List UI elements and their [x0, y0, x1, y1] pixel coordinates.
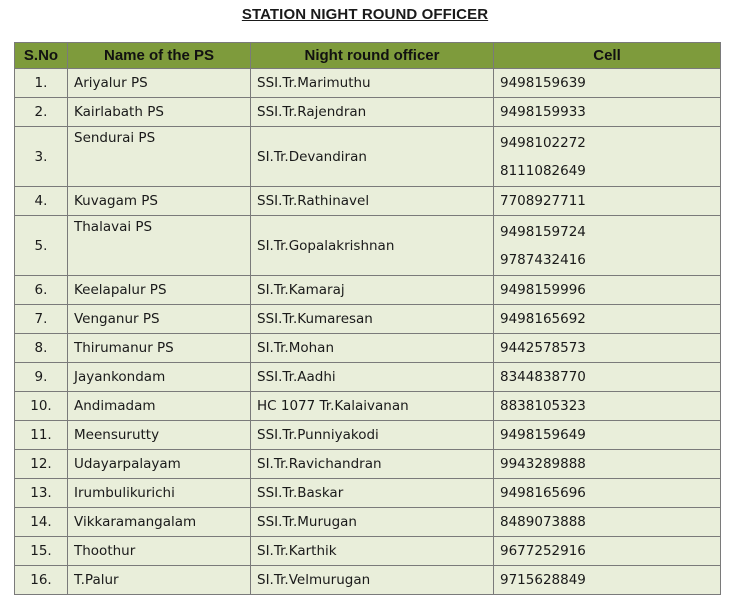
phone-number: 7708927711 — [500, 193, 586, 209]
table-row — [15, 537, 721, 566]
row-sno: 3. — [15, 127, 68, 187]
officer-table — [14, 42, 721, 595]
table-row — [15, 305, 721, 334]
row-station-name: Thalavai PS — [68, 216, 251, 276]
table-row — [15, 98, 721, 127]
table-row — [15, 566, 721, 595]
row-cell-numbers — [494, 479, 721, 508]
row-cell-numbers — [494, 69, 721, 98]
row-cell-numbers — [494, 187, 721, 216]
row-officer: SSI.Tr.Baskar — [251, 479, 494, 508]
table-row — [15, 276, 721, 305]
column-header-officer: Night round officer — [251, 43, 494, 69]
row-officer: HC 1077 Tr.Kalaivanan — [251, 392, 494, 421]
row-station-name: Thoothur — [68, 537, 251, 566]
table-row — [15, 450, 721, 479]
phone-number: 9498159724 — [500, 223, 586, 240]
row-sno: 4. — [15, 187, 68, 216]
table-row — [15, 392, 721, 421]
row-officer: SI.Tr.Mohan — [251, 334, 494, 363]
row-officer: SSI.Tr.Murugan — [251, 508, 494, 537]
row-station-name: Meensurutty — [68, 421, 251, 450]
row-cell-numbers — [494, 421, 721, 450]
row-cell-numbers — [494, 450, 721, 479]
table-header-row — [15, 43, 721, 69]
row-sno: 16. — [15, 566, 68, 595]
phone-number: 9498165692 — [500, 311, 586, 327]
row-officer: SSI.Tr.Rathinavel — [251, 187, 494, 216]
phone-number: 9677252916 — [500, 543, 586, 559]
table-row — [15, 421, 721, 450]
phone-number: 9715628849 — [500, 572, 586, 588]
column-header-cell: Cell — [494, 43, 721, 69]
row-officer: SI.Tr.Devandiran — [251, 127, 494, 187]
row-officer: SI.Tr.Gopalakrishnan — [251, 216, 494, 276]
row-officer: SI.Tr.Velmurugan — [251, 566, 494, 595]
table-row — [15, 479, 721, 508]
row-cell-numbers — [494, 508, 721, 537]
phone-number: 9498159639 — [500, 75, 586, 91]
row-officer: SI.Tr.Karthik — [251, 537, 494, 566]
row-station-name: Keelapalur PS — [68, 276, 251, 305]
table-row — [15, 363, 721, 392]
table-row — [15, 127, 721, 187]
row-station-name: Thirumanur PS — [68, 334, 251, 363]
phone-number: 9442578573 — [500, 340, 586, 356]
column-header-sno: S.No — [15, 43, 68, 69]
row-officer: SSI.Tr.Punniyakodi — [251, 421, 494, 450]
row-cell-numbers — [494, 216, 721, 276]
row-station-name: Kuvagam PS — [68, 187, 251, 216]
row-station-name: Irumbulikurichi — [68, 479, 251, 508]
row-cell-numbers — [494, 127, 721, 187]
row-sno: 8. — [15, 334, 68, 363]
row-station-name: Vikkaramangalam — [68, 508, 251, 537]
row-cell-numbers — [494, 363, 721, 392]
row-station-name: Jayankondam — [68, 363, 251, 392]
row-station-name: Andimadam — [68, 392, 251, 421]
row-sno: 10. — [15, 392, 68, 421]
row-station-name: Venganur PS — [68, 305, 251, 334]
row-station-name: Kairlabath PS — [68, 98, 251, 127]
table-row — [15, 334, 721, 363]
row-cell-numbers — [494, 305, 721, 334]
row-cell-numbers — [494, 98, 721, 127]
row-officer: SSI.Tr.Marimuthu — [251, 69, 494, 98]
phone-number: 9943289888 — [500, 456, 586, 472]
phone-number: 8838105323 — [500, 398, 586, 414]
table-row — [15, 508, 721, 537]
row-cell-numbers — [494, 566, 721, 595]
row-officer: SI.Tr.Kamaraj — [251, 276, 494, 305]
row-sno: 15. — [15, 537, 68, 566]
row-cell-numbers — [494, 537, 721, 566]
row-station-name: Udayarpalayam — [68, 450, 251, 479]
row-station-name: Ariyalur PS — [68, 69, 251, 98]
phone-number: 9787432416 — [500, 251, 586, 268]
phone-number: 9498159996 — [500, 282, 586, 298]
row-sno: 7. — [15, 305, 68, 334]
row-officer: SSI.Tr.Kumaresan — [251, 305, 494, 334]
row-officer: SSI.Tr.Aadhi — [251, 363, 494, 392]
table-row — [15, 69, 721, 98]
row-officer: SSI.Tr.Rajendran — [251, 98, 494, 127]
row-sno: 9. — [15, 363, 68, 392]
row-sno: 14. — [15, 508, 68, 537]
phone-number: 8344838770 — [500, 369, 586, 385]
table-row — [15, 187, 721, 216]
row-cell-numbers — [494, 276, 721, 305]
row-station-name: T.Palur — [68, 566, 251, 595]
phone-number: 9498165696 — [500, 485, 586, 501]
phone-number: 9498159933 — [500, 104, 586, 120]
row-sno: 2. — [15, 98, 68, 127]
row-sno: 13. — [15, 479, 68, 508]
phone-number: 9498102272 — [500, 134, 586, 151]
row-cell-numbers — [494, 392, 721, 421]
row-sno: 12. — [15, 450, 68, 479]
row-sno: 11. — [15, 421, 68, 450]
phone-number: 9498159649 — [500, 427, 586, 443]
phone-number: 8111082649 — [500, 162, 586, 179]
page-title: STATION NIGHT ROUND OFFICER — [241, 6, 489, 23]
row-sno: 1. — [15, 69, 68, 98]
table-row — [15, 216, 721, 276]
row-station-name: Sendurai PS — [68, 127, 251, 187]
phone-number: 8489073888 — [500, 514, 586, 530]
row-sno: 5. — [15, 216, 68, 276]
row-officer: SI.Tr.Ravichandran — [251, 450, 494, 479]
row-sno: 6. — [15, 276, 68, 305]
row-cell-numbers — [494, 334, 721, 363]
column-header-ps: Name of the PS — [68, 43, 251, 69]
